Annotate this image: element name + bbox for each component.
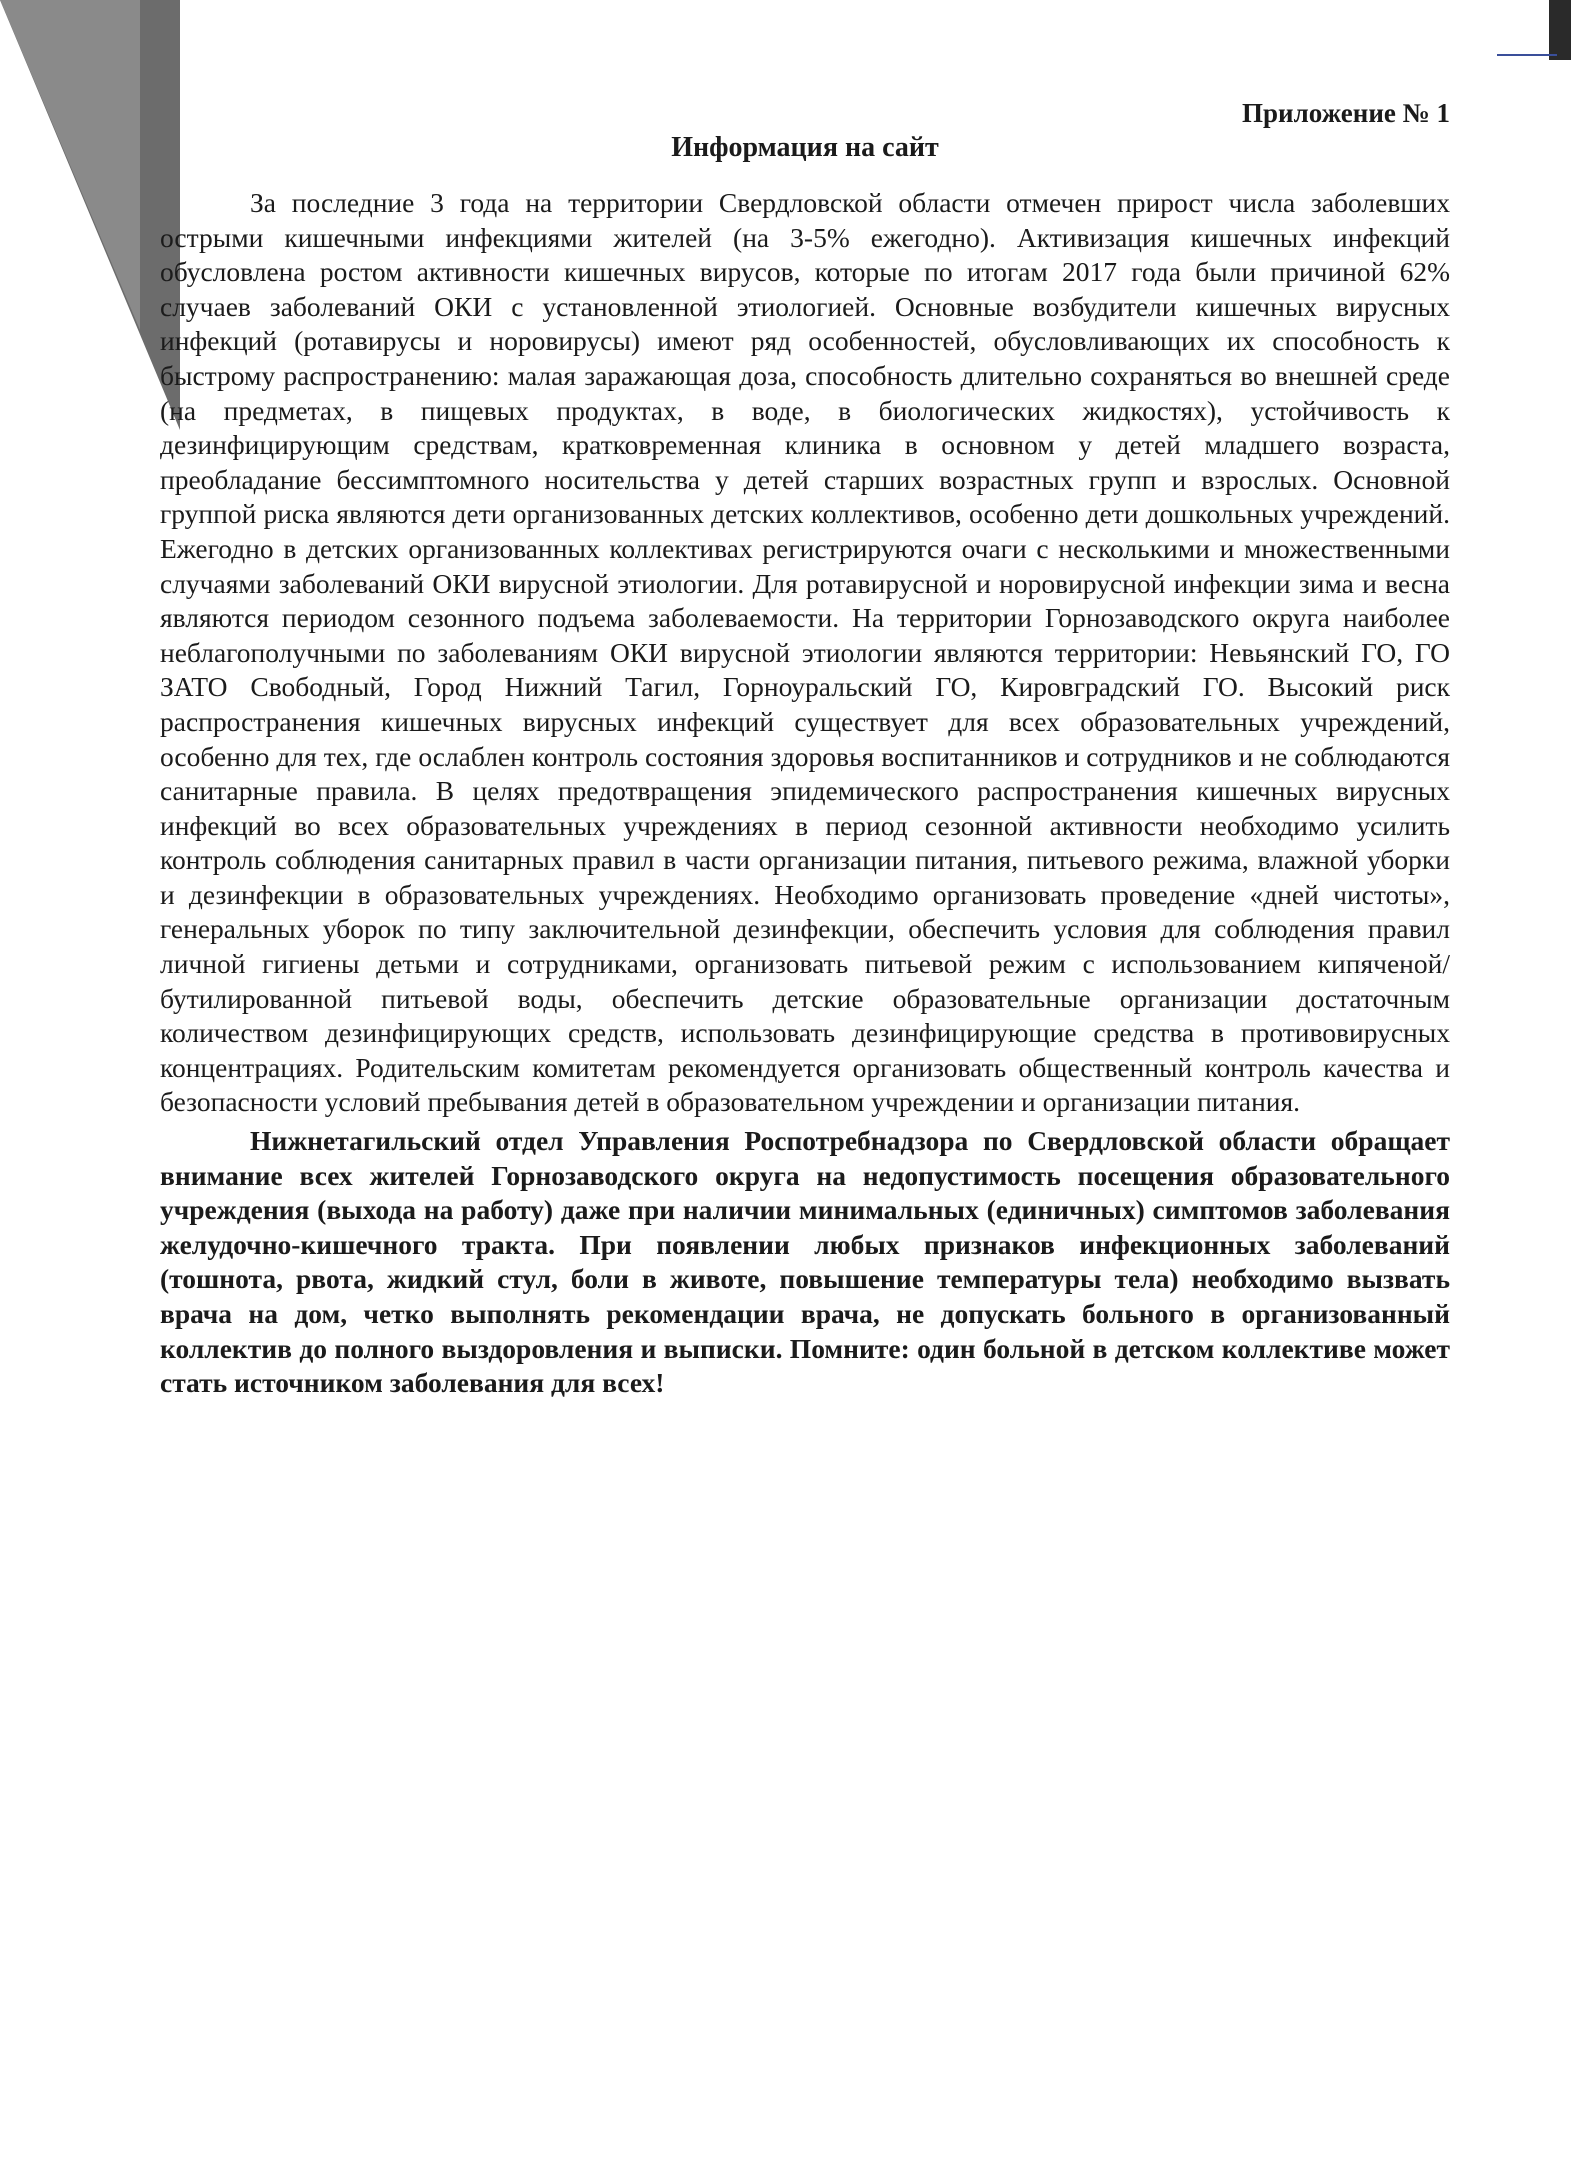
body-paragraph-warning: Нижнетагильский отдел Управления Роспотребнадзора по Свердловской области обращает внимание всех жителей Горнозаводского округа на недопустимость посещения образовательного учреждения (выхода на работу) даже при наличии минимальных (единичных) симптомов заболевания желудочно-кишечного тракта. При появлении любых признаков инфекционных заболеваний (тошнота, рвота, жидкий стул, боли в животе, повышение температуры тела) необходимо вызвать врача на дом, четко выполнять рекомендации врача, не допускать больного в организованный коллектив до полного выздоровления и выписки. Помните: один больной в детском коллективе может стать источником заболевания для всех! [160,1125,1450,1399]
folded-page-shadow [0,0,140,330]
appendix-label: Приложение № 1 [1242,98,1450,128]
scan-edge-mark [1497,54,1557,56]
document-title: Информация на сайт [671,132,939,163]
scan-edge [1549,0,1571,60]
body-paragraph-main: За последние 3 года на территории Свердловской области отмечен прирост числа заболевших острыми кишечными инфекциями жителей (на 3-5% ежегодно). Активизация кишечных инфекций обусловлена ростом активности кишечных вирусов, которые по итогам 2017 года были причиной 62% случаев заболеваний ОКИ с установленной этиологией. Основные возбудители кишечных вирусных инфекций (ротавирусы и норовирусы) имеют ряд особенностей, обусловливающих их способность к быстрому распространению: малая заражающая доза, способность длительно сохраняться во внешней среде (на предметах, в пищевых продуктах, в воде, в биологических жидкостях), устойчивость к дезинфицирующим средствам, кратковременная клиника в основном у детей младшего возраста, преобладание бессимптомного носительства у детей старших возрастных групп и взрослых. Основной группой риска являются дети организованных детских коллективов, особенно дети дошкольных учреждений. Ежегодно в детских организованных коллективах регистрируются очаги с несколькими и множественными случаями заболеваний ОКИ вирусной этиологии. Для ротавирусной и норовирусной инфекции зима и весна являются периодом сезонного подъема заболеваемости. На территории Горнозаводского округа наиболее неблагополучными по заболеваниям ОКИ вирусной этиологии являются территории: Невьянский ГО, ГО ЗАТО Свободный, Город Нижний Тагил, Горноуральский ГО, Кировградский ГО. Высокий риск распространения кишечных вирусных инфекций существует для всех образовательных учреждений, особенно для тех, где ослаблен контроль состояния здоровья воспитанников и сотрудников и не соблюдаются санитарные правила. В целях предотвращения эпидемического распространения кишечных вирусных инфекций во всех образовательных учреждениях в период сезонной активности необходимо усилить контроль соблюдения санитарных правил в части организации питания, питьевого режима, влажной уборки и дезинфекции в образовательных учреждениях. Необходимо организовать проведение «дней чистоты», генеральных уборок по типу заключительной дезинфекции, обеспечить условия для соблюдения правил личной гигиены детьми и сотрудниками, организовать питьевой режим с использованием кипяченой/бутилированной питьевой воды, обеспечить детские образовательные организации достаточным количеством дезинфицирующих средств, использовать дезинфицирующие средства в противовирусных концентрациях. Родительским комитетам рекомендуется организовать общественный контроль качества и безопасности условий пребывания детей в образовательном учреждении и организации питания. [160,187,1450,1118]
document-page [160,96,1450,1401]
